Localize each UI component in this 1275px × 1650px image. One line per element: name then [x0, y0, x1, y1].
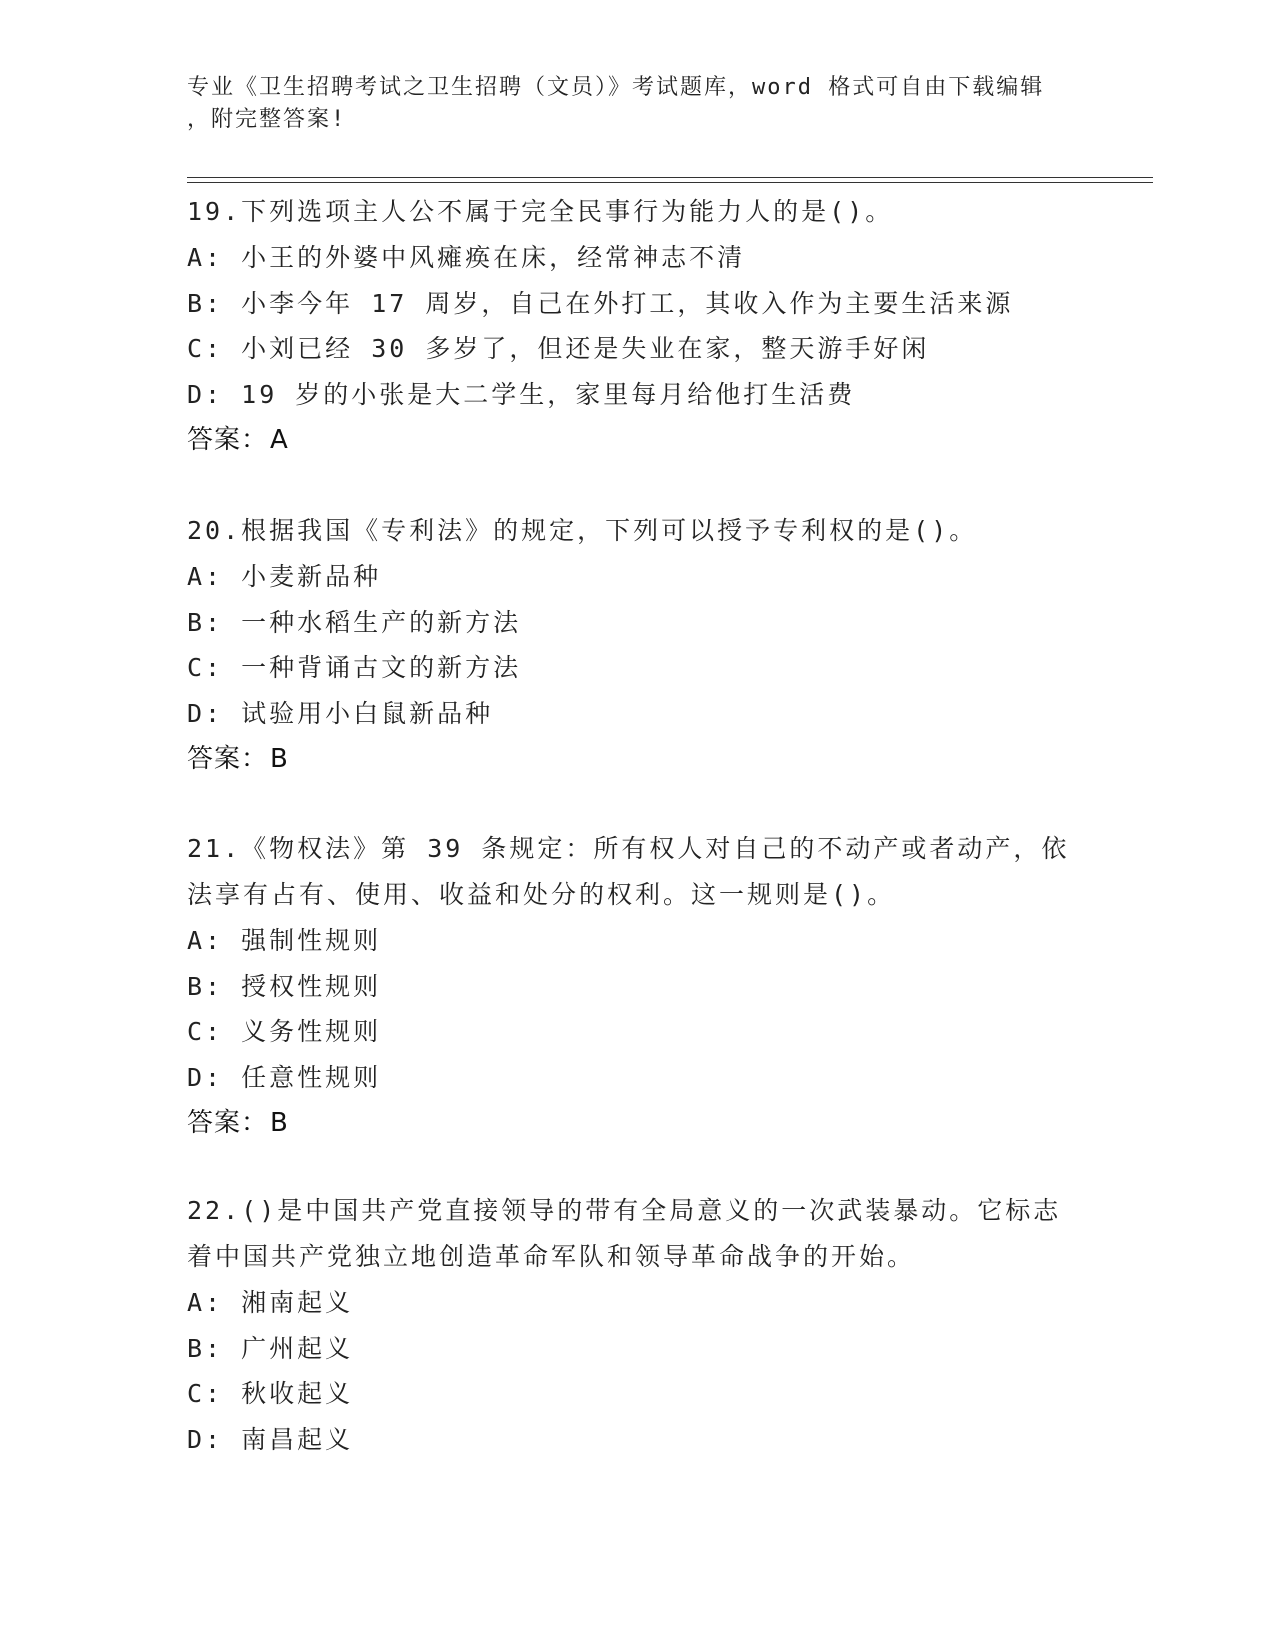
- document-header: [187, 72, 1067, 136]
- answer-value: B: [270, 1108, 289, 1138]
- answer: [187, 1100, 1087, 1146]
- answer: [187, 736, 1087, 782]
- answer-value: A: [270, 425, 289, 455]
- option-c: C: 一种背诵古文的新方法: [187, 653, 522, 682]
- header-divider-top: [187, 177, 1153, 178]
- question-text: 19.下列选项主人公不属于完全民事行为能力人的是()。: [187, 197, 894, 226]
- option-d: D: 任意性规则: [187, 1062, 382, 1092]
- option-a: A: 小麦新品种: [187, 562, 382, 591]
- question-text-line-1: 21.《物权法》第 39 条规定：所有权人对自己的不动产或者动产，依: [187, 834, 1070, 863]
- option-c: C: 义务性规则: [187, 1017, 382, 1046]
- header-line-1: 专业《卫生招聘考试之卫生招聘（文员）》考试题库，word 格式可自由下载编辑: [187, 75, 1045, 100]
- option-a: A: 湘南起义: [187, 1288, 354, 1317]
- option-d: D: 19 岁的小张是大二学生，家里每月给他打生活费: [187, 379, 856, 409]
- option-b: B: 小李今年 17 周岁，自己在外打工，其收入作为主要生活来源: [187, 288, 1014, 318]
- answer-value: B: [270, 744, 289, 774]
- header-line-2: ，附完整答案!: [187, 107, 347, 132]
- answer-label: 答案：: [187, 425, 269, 455]
- question-22: [187, 1188, 1087, 1462]
- answer: [187, 417, 1087, 463]
- header-divider-bottom: [187, 182, 1153, 183]
- option-d: D: 南昌起义: [187, 1424, 354, 1454]
- question-text-line-2: 着中国共产党独立地创造革命军队和领导革命战争的开始。: [187, 1242, 916, 1271]
- question-text-line-2: 法享有占有、使用、收益和处分的权利。这一规则是()。: [187, 880, 896, 909]
- question-19: [187, 189, 1087, 463]
- option-b: B: 授权性规则: [187, 971, 382, 1001]
- answer-label: 答案：: [187, 744, 269, 774]
- option-a: A: 强制性规则: [187, 926, 382, 955]
- question-21: [187, 826, 1087, 1146]
- question-text: 20.根据我国《专利法》的规定，下列可以授予专利权的是()。: [187, 516, 978, 545]
- question-text-line-1: 22.()是中国共产党直接领导的带有全局意义的一次武装暴动。它标志: [187, 1196, 1062, 1225]
- answer-label: 答案：: [187, 1108, 269, 1138]
- option-c: C: 小刘已经 30 多岁了，但还是失业在家，整天游手好闲: [187, 334, 930, 363]
- option-b: B: 广州起义: [187, 1333, 354, 1363]
- question-20: [187, 508, 1087, 782]
- option-c: C: 秋收起义: [187, 1379, 354, 1408]
- option-a: A: 小王的外婆中风瘫痪在床，经常神志不清: [187, 243, 746, 272]
- option-d: D: 试验用小白鼠新品种: [187, 698, 494, 728]
- option-b: B: 一种水稻生产的新方法: [187, 607, 522, 637]
